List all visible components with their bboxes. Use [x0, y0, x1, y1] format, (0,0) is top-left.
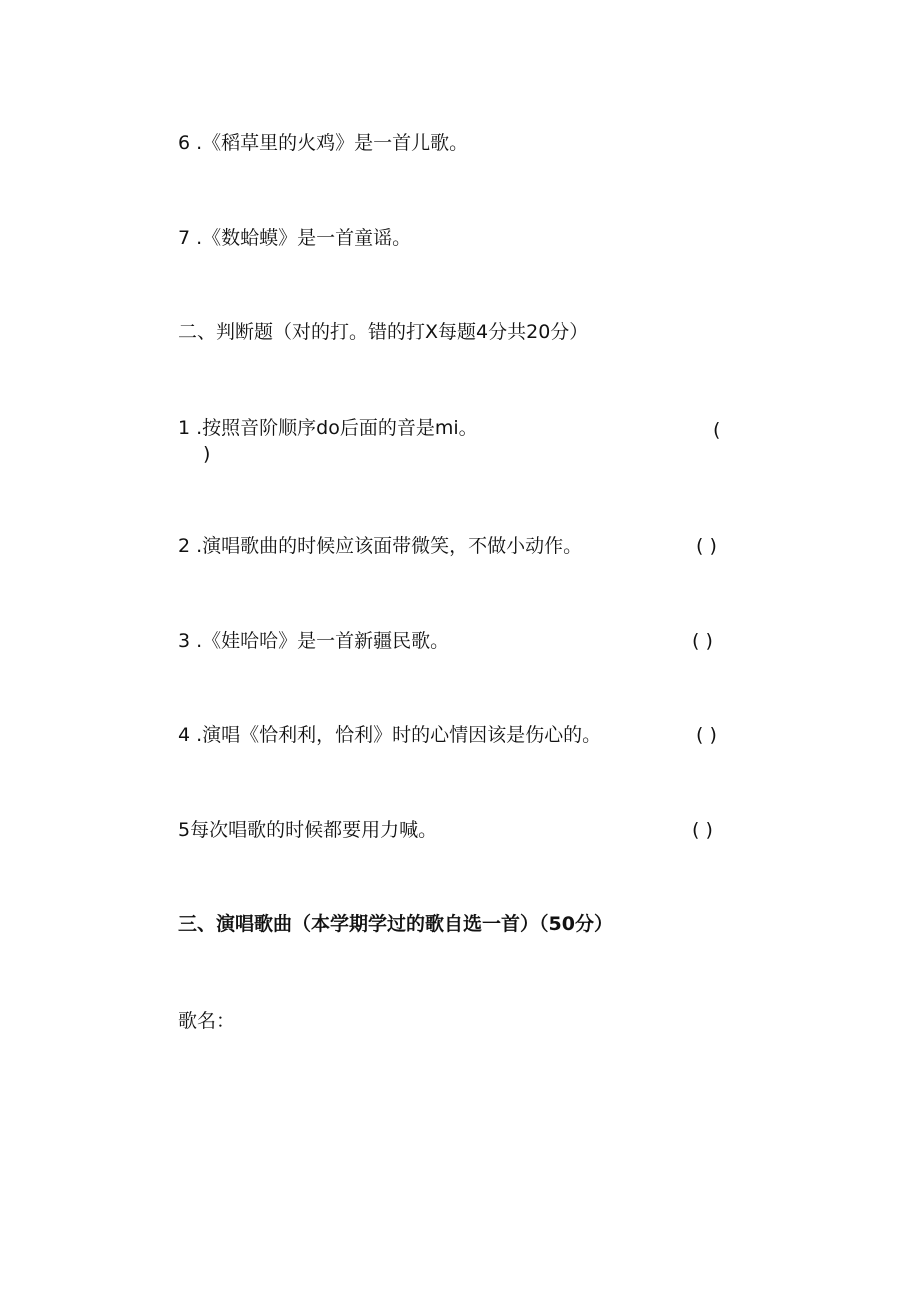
section-2-title: 二、判断题（对的打。错的打X每题4分共20分） — [178, 321, 589, 343]
judgment-item-5: 5每次唱歌的时候都要用力喊。 — [178, 819, 438, 841]
judgment-item-2: 2 .演唱歌曲的时候应该面带微笑，不做小动作。 — [178, 535, 583, 557]
answer-paren-5[interactable]: ( ) — [692, 819, 713, 841]
judgment-item-1: 1 .按照音阶顺序do后面的音是mi。 — [178, 417, 478, 439]
question-7: 7 .《数蛤蟆》是一首童谣。 — [178, 227, 412, 249]
question-6: 6 .《稻草里的火鸡》是一首儿歌。 — [178, 132, 469, 154]
section-3-title: 三、演唱歌曲（本学期学过的歌自选一首）（50分） — [178, 913, 613, 935]
answer-paren-3[interactable]: ( ) — [692, 630, 713, 652]
answer-paren-4[interactable]: ( ) — [696, 724, 717, 746]
judgment-item-4: 4 .演唱《恰利利，恰利》时的心情因该是伤心的。 — [178, 724, 602, 746]
answer-paren-open-1: ( — [713, 419, 721, 441]
answer-paren-2[interactable]: ( ) — [696, 535, 717, 557]
answer-paren-close-1: ) — [203, 443, 211, 465]
song-name-label: 歌名： — [178, 1010, 236, 1032]
judgment-item-3: 3 .《娃哈哈》是一首新疆民歌。 — [178, 630, 450, 652]
